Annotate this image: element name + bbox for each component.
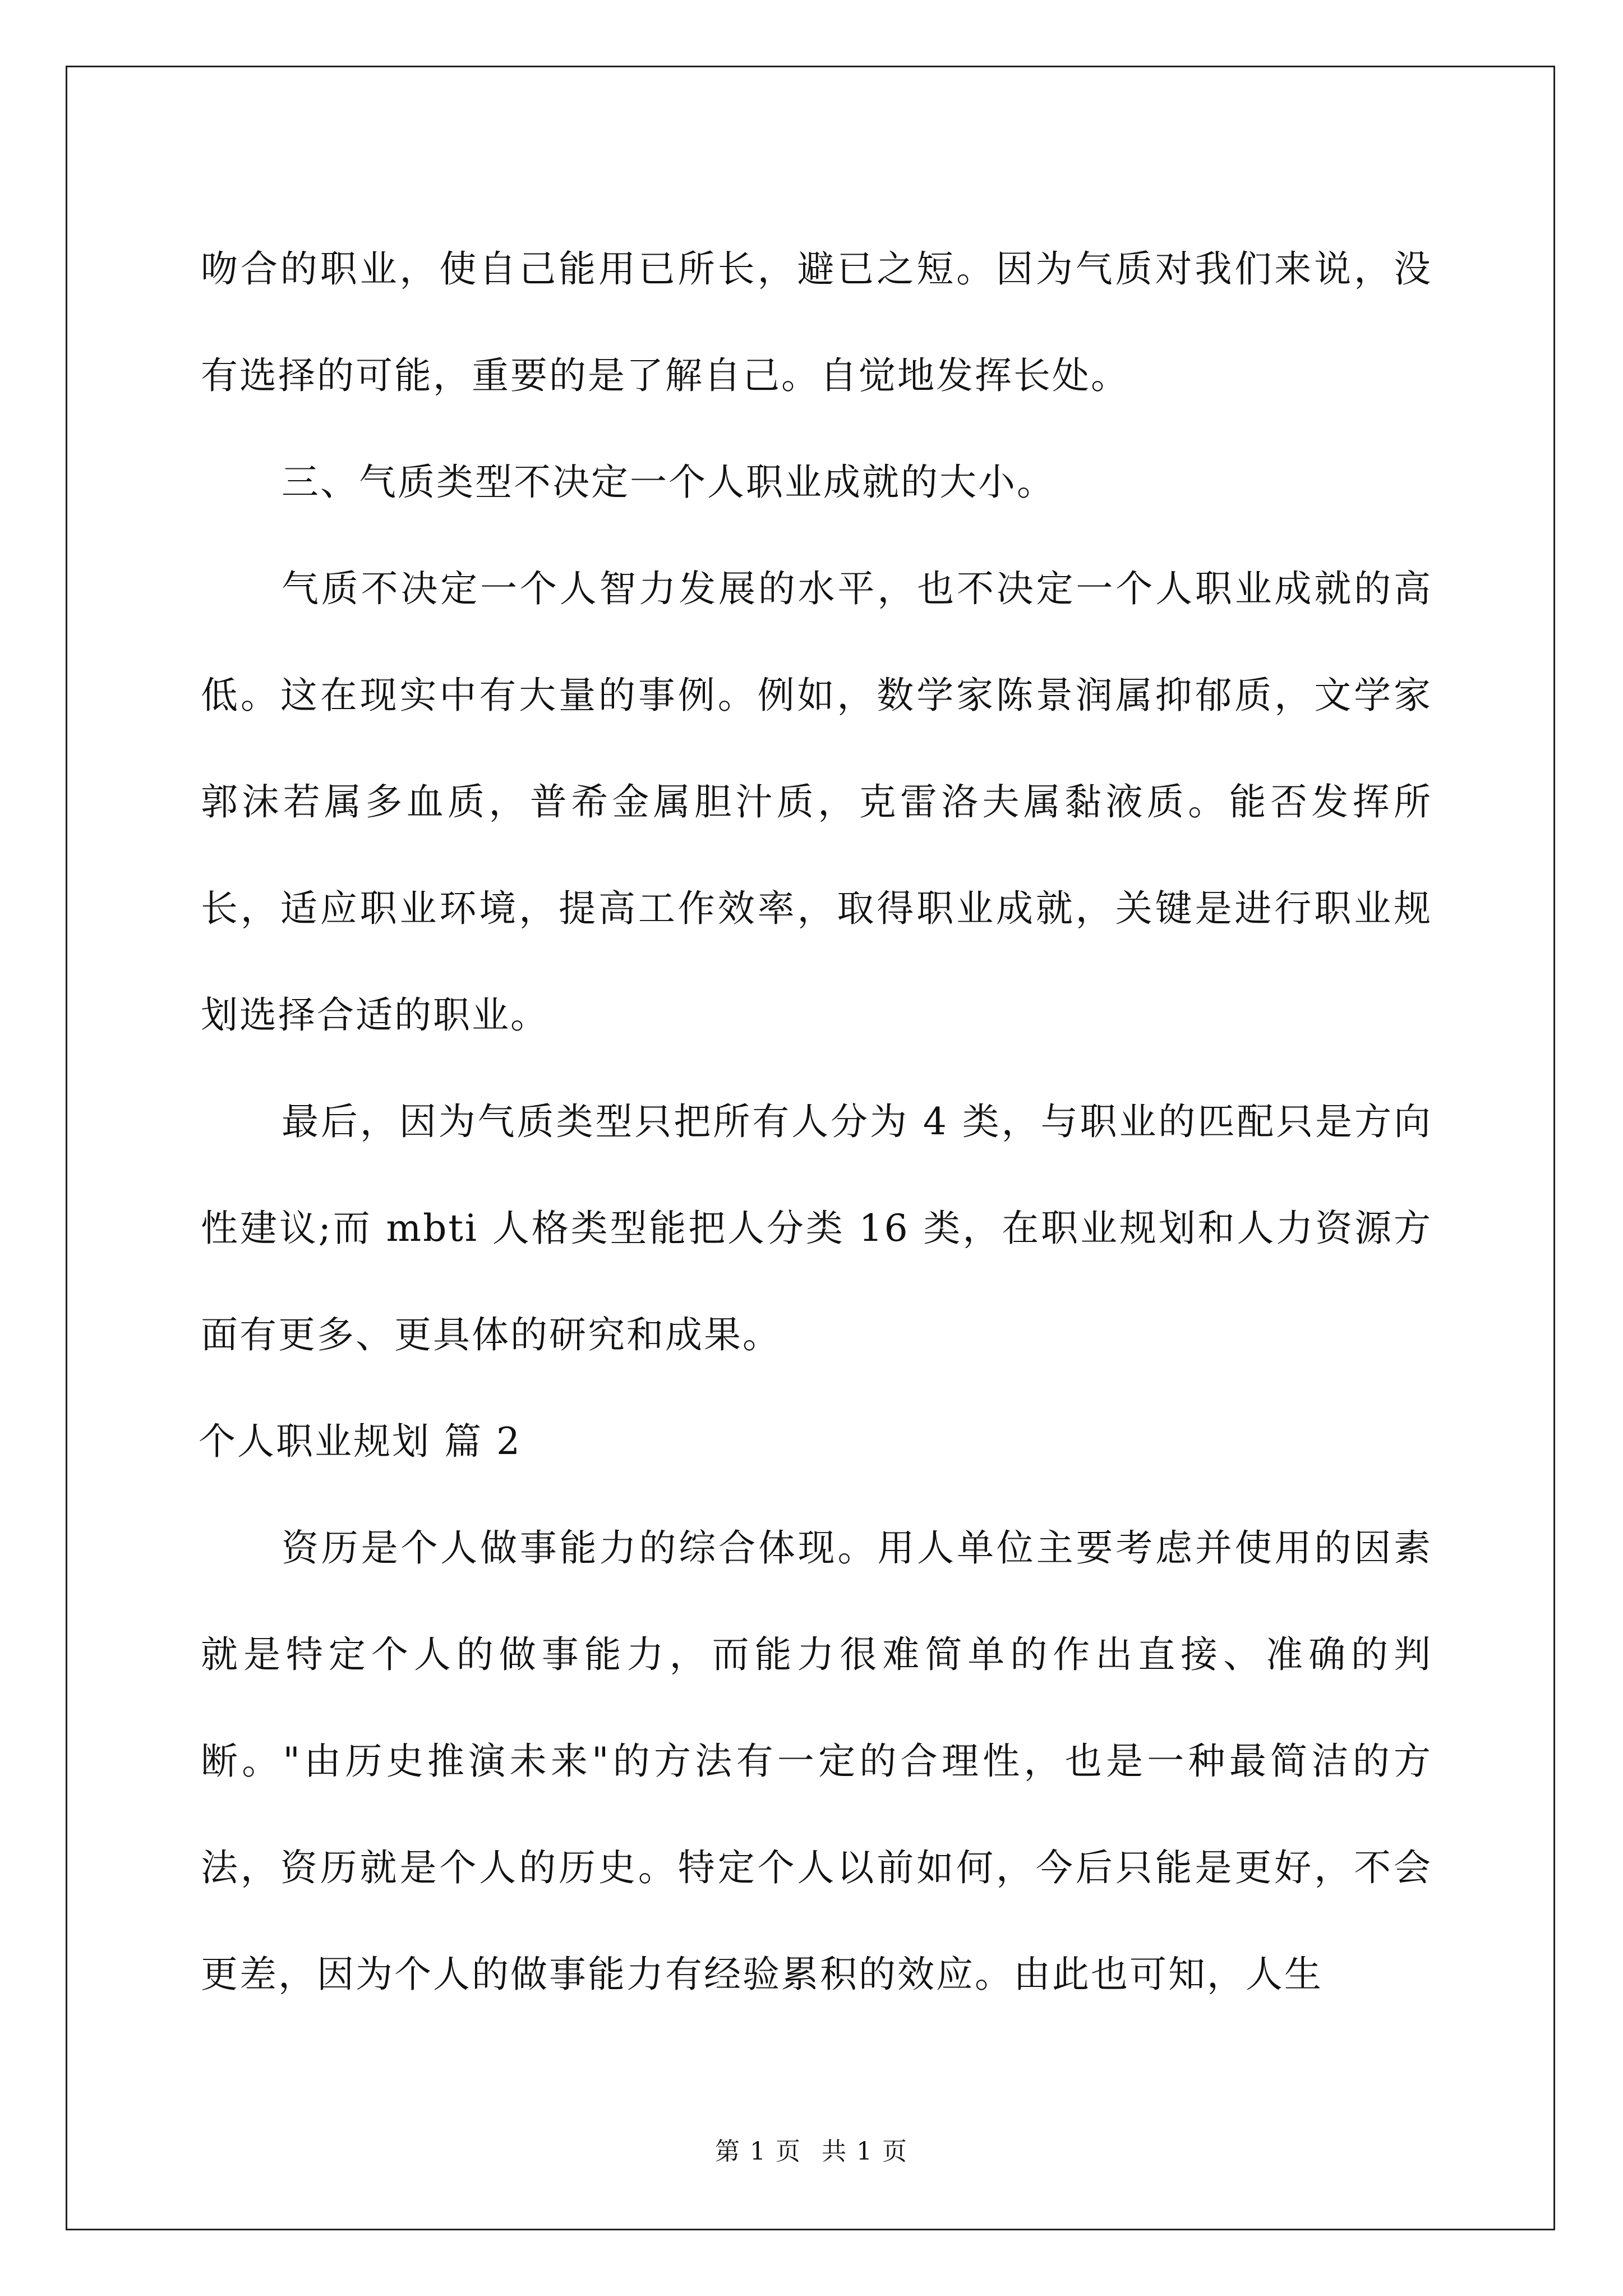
paragraph-5: 资历是个人做事能力的综合体现。用人单位主要考虑并使用的因素就是特定个人的做事能力，而能力很难简单的作出直接、准确的判断。"由历史推演未来"的方法有一定的合理性，也是一种最简洁的方法，资历就是个人的历史。特定个人以前如何，今后只能是更好，不会更差，因为个人的做事能力有经验累积的效应。由此也可知，人生 xyxy=(201,1526,1432,1996)
page-footer xyxy=(0,2135,1623,2169)
paragraph-1: 吻合的职业，使自己能用已所长，避已之短。因为气质对我们来说，没有选择的可能，重要的是了解自己。自觉地发挥长处。 xyxy=(201,247,1432,397)
paragraph-2: 三、气质类型不决定一个人职业成就的大小。 xyxy=(282,461,1055,504)
section-heading: 个人职业规划 篇 2 xyxy=(199,1420,522,1463)
paragraph-4: 最后，因为气质类型只把所有人分为 4 类，与职业的匹配只是方向性建议;而 mbti 人格类型能把人分类 16 类，在职业规划和人力资源方面有更多、更具体的研究和成果。 xyxy=(201,1100,1432,1356)
document-body xyxy=(201,216,1432,2028)
page-number: 第 1 页 xyxy=(715,2137,801,2166)
paragraph-3: 气质不决定一个人智力发展的水平，也不决定一个人职业成就的高低。这在现实中有大量的事例。例如，数学家陈景润属抑郁质，文学家郭沫若属多血质，普希金属胆汁质，克雷洛夫属黏液质。能否发挥所长，适应职业环境，提高工作效率，取得职业成就，关键是进行职业规划选择合适的职业。 xyxy=(201,567,1432,1037)
page-total: 共 1 页 xyxy=(822,2137,908,2166)
